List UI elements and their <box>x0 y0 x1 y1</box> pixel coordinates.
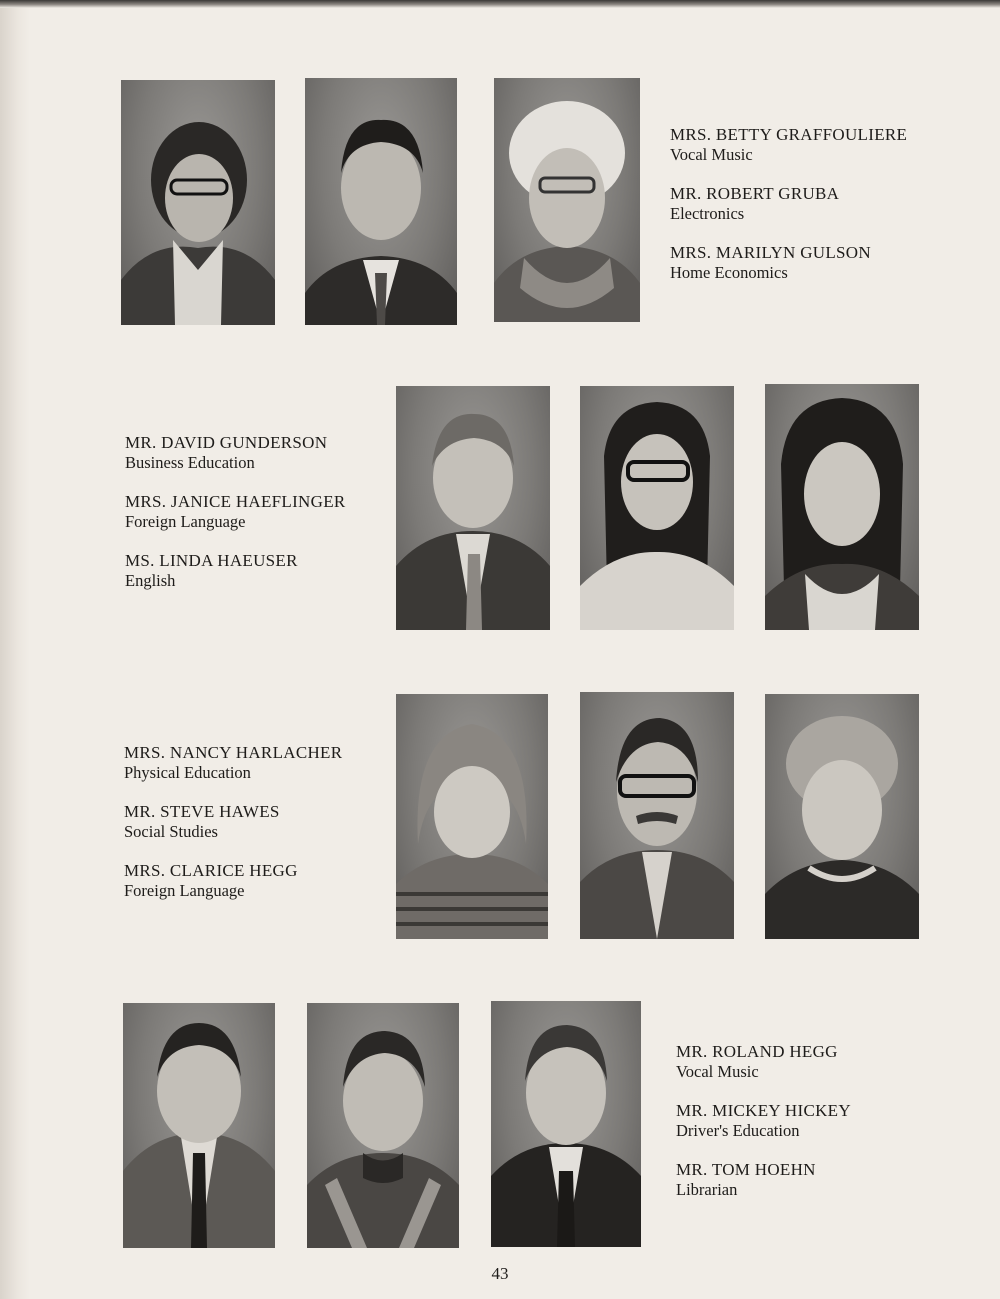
staff-name: MRS. JANICE HAEFLINGER <box>125 492 346 511</box>
portrait-photo-gunderson <box>396 386 550 630</box>
staff-role: Business Education <box>125 453 255 472</box>
staff-entry <box>670 184 970 224</box>
staff-entry <box>676 1101 956 1141</box>
staff-role: Driver's Education <box>676 1121 800 1140</box>
staff-role: Foreign Language <box>125 512 246 531</box>
staff-entry <box>676 1160 956 1200</box>
staff-name: MR. ROBERT GRUBA <box>670 184 840 203</box>
staff-name: MRS. NANCY HARLACHER <box>124 743 343 762</box>
staff-role: English <box>125 571 176 590</box>
caption-block-row-1 <box>670 125 970 302</box>
staff-role: Librarian <box>676 1180 738 1199</box>
staff-entry <box>125 551 395 591</box>
portrait-photo-haeflinger <box>580 386 734 630</box>
staff-entry <box>670 243 970 283</box>
staff-role: Home Economics <box>670 263 788 282</box>
staff-name: MS. LINDA HAEUSER <box>125 551 298 570</box>
staff-name: MR. STEVE HAWES <box>124 802 280 821</box>
staff-entry <box>124 802 394 842</box>
staff-role: Foreign Language <box>124 881 245 900</box>
page-binding-shadow <box>0 0 30 1299</box>
staff-entry <box>125 492 395 532</box>
page-top-edge <box>0 0 1000 8</box>
caption-block-row-4 <box>676 1042 956 1219</box>
staff-entry <box>125 433 395 473</box>
caption-block-row-2 <box>125 433 395 610</box>
portrait-photo-graffouliere <box>121 80 275 325</box>
staff-role: Electronics <box>670 204 745 223</box>
staff-name: MR. TOM HOEHN <box>676 1160 816 1179</box>
portrait-photo-haeuser <box>765 384 919 630</box>
portrait-photo-roland-hegg <box>123 1003 275 1248</box>
staff-entry <box>670 125 970 165</box>
staff-role: Vocal Music <box>670 145 753 164</box>
staff-name: MR. ROLAND HEGG <box>676 1042 838 1061</box>
staff-role: Physical Education <box>124 763 251 782</box>
portrait-photo-hoehn <box>491 1001 641 1247</box>
caption-block-row-3 <box>124 743 394 920</box>
portrait-photo-harlacher <box>396 694 548 939</box>
staff-name: MRS. BETTY GRAFFOULIERE <box>670 125 908 144</box>
staff-name: MR. MICKEY HICKEY <box>676 1101 851 1120</box>
portrait-photo-clarice-hegg <box>765 694 919 939</box>
staff-entry <box>124 743 394 783</box>
staff-name: MRS. CLARICE HEGG <box>124 861 298 880</box>
page-number: 43 <box>491 1264 509 1283</box>
portrait-photo-hawes <box>580 692 734 939</box>
staff-name: MRS. MARILYN GULSON <box>670 243 871 262</box>
staff-role: Social Studies <box>124 822 218 841</box>
portrait-photo-hickey <box>307 1003 459 1248</box>
staff-entry <box>124 861 394 901</box>
staff-name: MR. DAVID GUNDERSON <box>125 433 328 452</box>
staff-entry <box>676 1042 956 1082</box>
staff-role: Vocal Music <box>676 1062 759 1081</box>
portrait-photo-gulson <box>494 78 640 322</box>
portrait-photo-gruba <box>305 78 457 325</box>
